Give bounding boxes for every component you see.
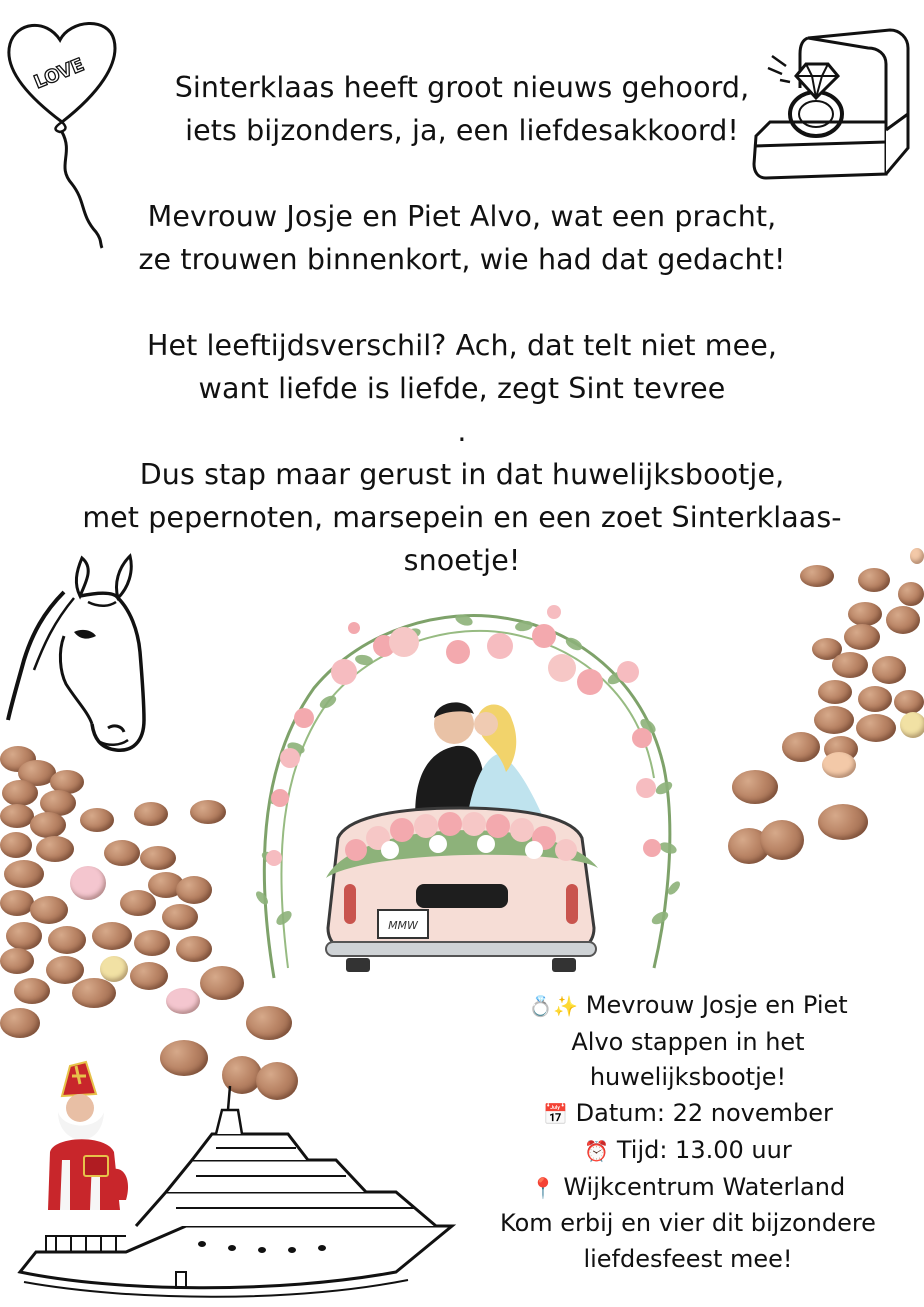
wedding-car-icon bbox=[316, 688, 606, 988]
poem bbox=[40, 66, 884, 582]
poem-dot: . bbox=[457, 415, 467, 448]
time-text: Tijd: 13.00 uur bbox=[609, 1135, 792, 1164]
poem-line: Dus stap maar gerust in dat huwelijksbootje, bbox=[139, 458, 785, 491]
poem-line: Mevrouw Josje en Piet Alvo, wat een pracht, bbox=[147, 200, 777, 233]
poem-line: Het leeftijdsverschil? Ach, dat telt niet mee, bbox=[146, 329, 778, 362]
alarm-clock-icon: ⏰ bbox=[584, 1138, 610, 1163]
poem-line: ze trouwen binnenkort, wie had dat gedacht! bbox=[138, 243, 786, 276]
time-line bbox=[478, 1133, 898, 1170]
location-text: Wijkcentrum Waterland bbox=[555, 1172, 846, 1201]
poem-line: want liefde is liefde, zegt Sint tevree bbox=[198, 372, 726, 405]
closing-line-1: Kom erbij en vier dit bijzondere bbox=[500, 1209, 876, 1238]
date-line bbox=[478, 1096, 898, 1133]
closing-line-2: liefdesfeest mee! bbox=[583, 1244, 793, 1273]
poem-gap bbox=[40, 281, 884, 324]
location-pin-icon: 📍 bbox=[530, 1175, 556, 1200]
poem-line: met pepernoten, marsepein en een zoet Sinterklaas- bbox=[82, 501, 842, 534]
poem-line: snoetje! bbox=[403, 544, 521, 577]
poem-line: Sinterklaas heeft groot nieuws gehoord, bbox=[174, 71, 750, 104]
poem-gap bbox=[40, 152, 884, 195]
headline-line-3: huwelijksbootje! bbox=[589, 1063, 787, 1092]
announcement-headline bbox=[478, 988, 898, 1025]
ring-sparkles-icon: 💍✨ bbox=[528, 994, 579, 1018]
license-plate-text: MMW bbox=[388, 919, 418, 932]
calendar-icon: 📅 bbox=[543, 1102, 569, 1127]
horse-head-icon bbox=[4, 552, 154, 762]
balloon-love-label: LOVE bbox=[31, 54, 88, 94]
date-text: Datum: 22 november bbox=[568, 1099, 833, 1128]
sinterklaas-figure bbox=[40, 1060, 140, 1210]
headline-line-2: Alvo stappen in het bbox=[571, 1027, 805, 1056]
announcement bbox=[478, 988, 898, 1278]
poem-line: iets bijzonders, ja, een liefdesakkoord! bbox=[185, 114, 739, 147]
location-line bbox=[478, 1170, 898, 1207]
headline-line-1: Mevrouw Josje en Piet bbox=[578, 991, 848, 1019]
